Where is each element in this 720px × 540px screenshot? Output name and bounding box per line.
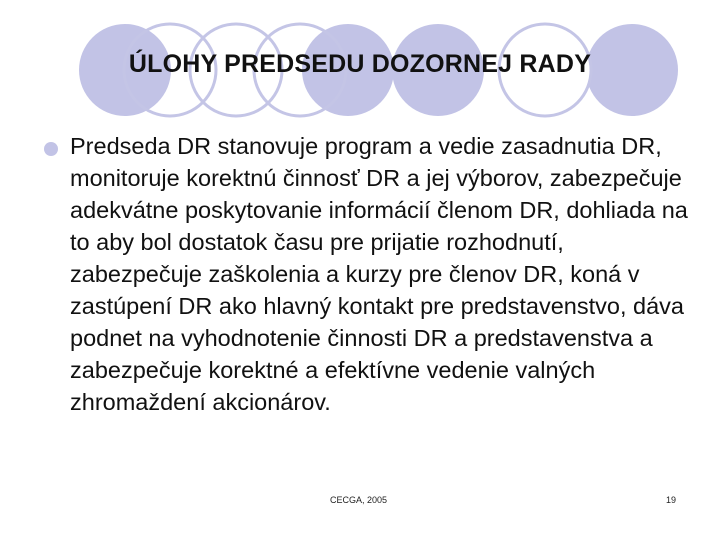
bullet-item xyxy=(44,130,694,418)
bullet-text: Predseda DR stanovuje program a vedie zasadnutia DR, monitoruje korektnú činnosť DR a jej výborov, zabezpečuje adekvátne poskytovanie informácií členom DR, dohliada na to aby bol dostatok času pre prijatie rozhodnutí, zabezpečuje zaškolenia a kurzy pre členov DR, koná v zastúpení DR ako hlavný kontakt pre predstavenstvo, dáva podnet na vyhodnotenie činnosti DR a predstavenstva a zabezpečuje korektné a efektívne vedenie valných zhromaždení akcionárov. xyxy=(70,133,688,415)
slide-body xyxy=(44,130,694,418)
slide-title: ÚLOHY PREDSEDU DOZORNEJ RADY xyxy=(128,50,592,78)
footer-page-number: 19 xyxy=(666,495,677,505)
bullet-circle-icon xyxy=(44,142,58,156)
footer-source: CECGA, 2005 xyxy=(330,495,388,505)
